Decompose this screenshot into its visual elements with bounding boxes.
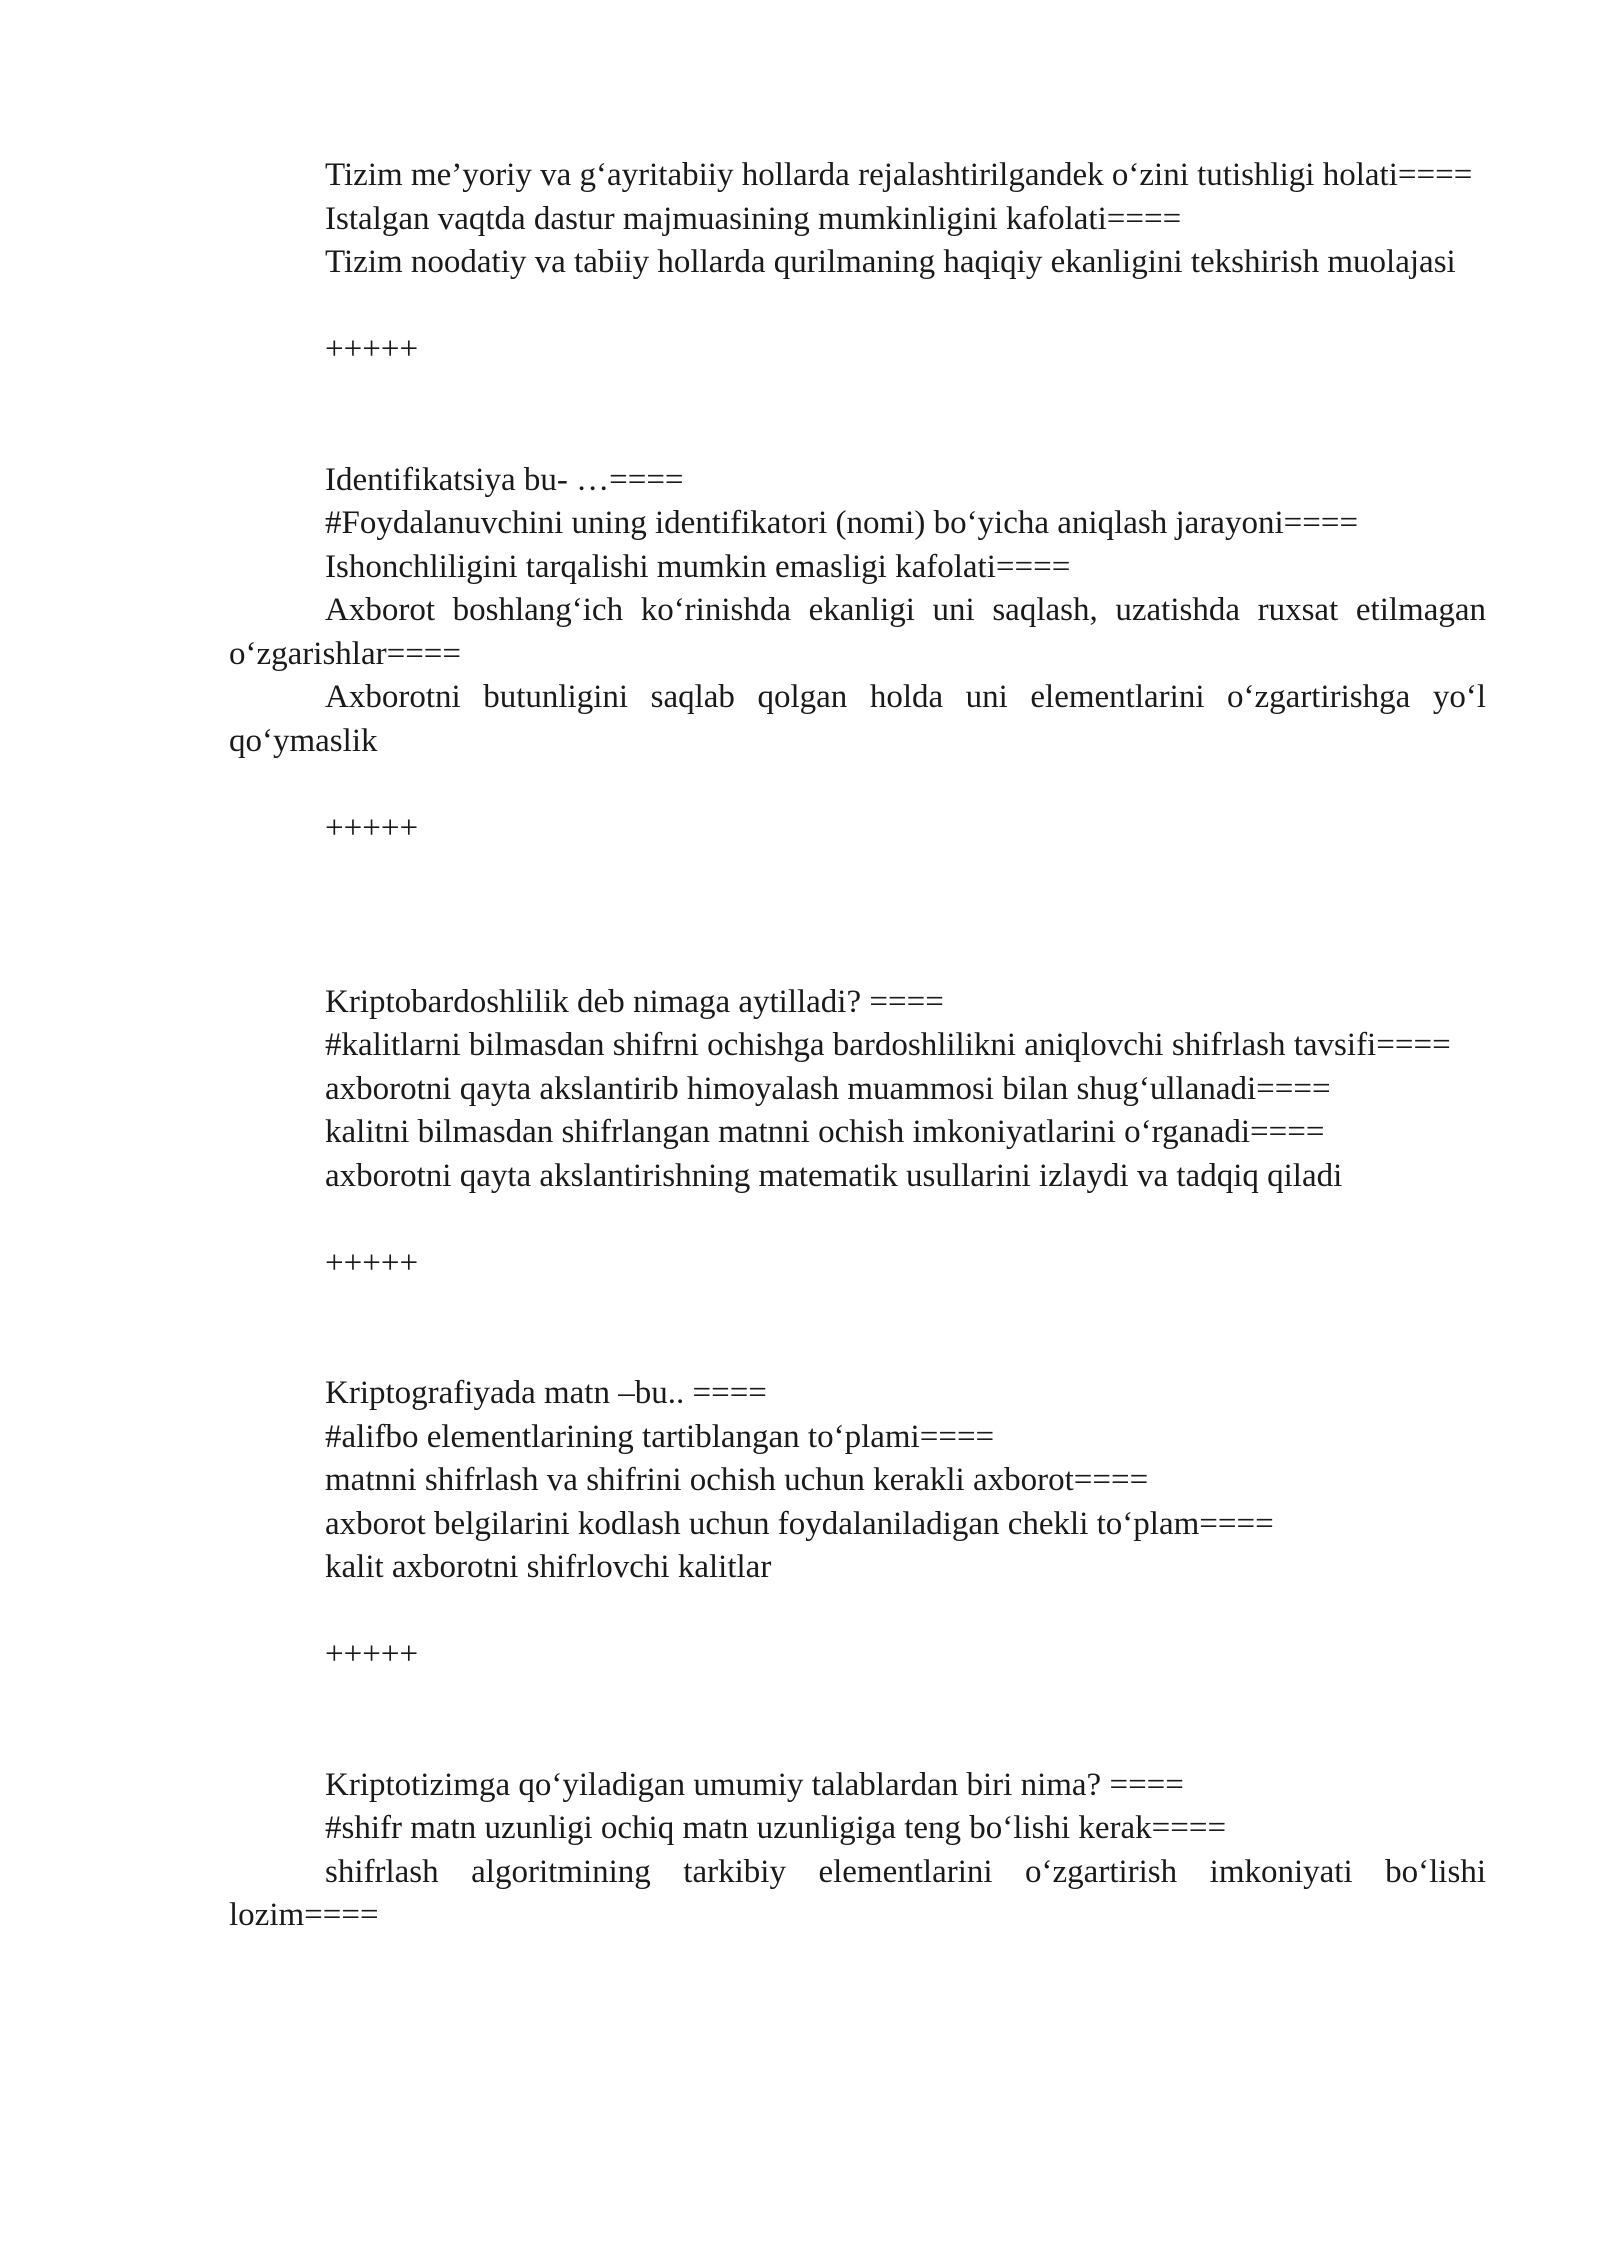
answer-option: Tizim me’yoriy va g‘ayritabiiy hollarda rejalashtirilgandek o‘zini tutishligi holati====: [325, 157, 1473, 193]
answer-option: kalit axborotni shifrlovchi kalitlar: [325, 1549, 772, 1585]
answer-option-correct: #shifr matn uzunligi ochiq matn uzunligiga teng bo‘lishi kerak====: [325, 1810, 1227, 1846]
question-text: Kriptobardoshlilik deb nimaga aytilladi? ====: [325, 983, 944, 1020]
question-text: Kriptografiyada matn –bu.. ====: [325, 1375, 767, 1411]
question-separator: +++++: [325, 809, 419, 846]
answer-option: axborotni qayta akslantirib himoyalash muammosi bilan shug‘ullanadi====: [325, 1070, 1331, 1107]
answer-option: shifrlash algoritmining tarkibiy elementlarini o‘zgartirish imkoniyati bo‘lishi lozim====: [229, 1853, 1486, 1933]
answer-option-correct: #kalitlarni bilmasdan shifrni ochishga bardoshlilikni aniqlovchi shifrlash tavsifi====: [325, 1027, 1451, 1063]
question-text: Identifikatsiya bu- …====: [325, 461, 684, 498]
answer-option: axborotni qayta akslantirishning matematik usullarini izlaydi va tadqiq qiladi: [325, 1157, 1343, 1194]
answer-option-correct: #alifbo elementlarining tartiblangan to‘plami====: [325, 1418, 995, 1455]
answer-option: Axborotni butunligini saqlab qolgan holda uni elementlarini o‘zgartirishga yo‘l qo‘ymaslik: [229, 679, 1486, 759]
answer-option: matnni shifrlash va shifrini ochish uchun kerakli axborot====: [325, 1462, 1149, 1498]
answer-option: Axborot boshlang‘ich ko‘rinishda ekanligi uni saqlash, uzatishda ruxsat etilmagan o‘zgarishlar====: [229, 592, 1486, 672]
question-text: Kriptotizimga qo‘yiladigan umumiy talablardan biri nima? ====: [325, 1766, 1184, 1803]
answer-option: axborot belgilarini kodlash uchun foydalaniladigan chekli to‘plam====: [325, 1505, 1274, 1542]
question-separator: +++++: [325, 331, 419, 367]
spacer: [229, 1198, 1486, 1242]
answer-option-correct: #Foydalanuvchini uning identifikatori (nomi) bo‘yicha aniqlash jarayoni====: [325, 505, 1359, 541]
spacer: [229, 763, 1486, 807]
document-body: [229, 154, 1486, 1938]
spacer: [229, 1285, 1486, 1372]
spacer: [229, 372, 1486, 459]
spacer: [229, 1677, 1486, 1764]
answer-option: Tizim noodatiy va tabiiy hollarda qurilmaning haqiqiy ekanligini tekshirish muolajasi: [325, 244, 1456, 280]
spacer: [229, 1590, 1486, 1634]
question-separator: +++++: [325, 1636, 419, 1672]
question-separator: +++++: [325, 1244, 419, 1281]
spacer: [229, 285, 1486, 329]
spacer: [229, 850, 1486, 981]
answer-option: Istalgan vaqtda dastur majmuasining mumkinligini kafolati====: [325, 200, 1182, 237]
answer-option: Ishonchliligini tarqalishi mumkin emasligi kafolati====: [325, 548, 1071, 585]
answer-option: kalitni bilmasdan shifrlangan matnni ochish imkoniyatlarini o‘rganadi====: [325, 1114, 1325, 1150]
